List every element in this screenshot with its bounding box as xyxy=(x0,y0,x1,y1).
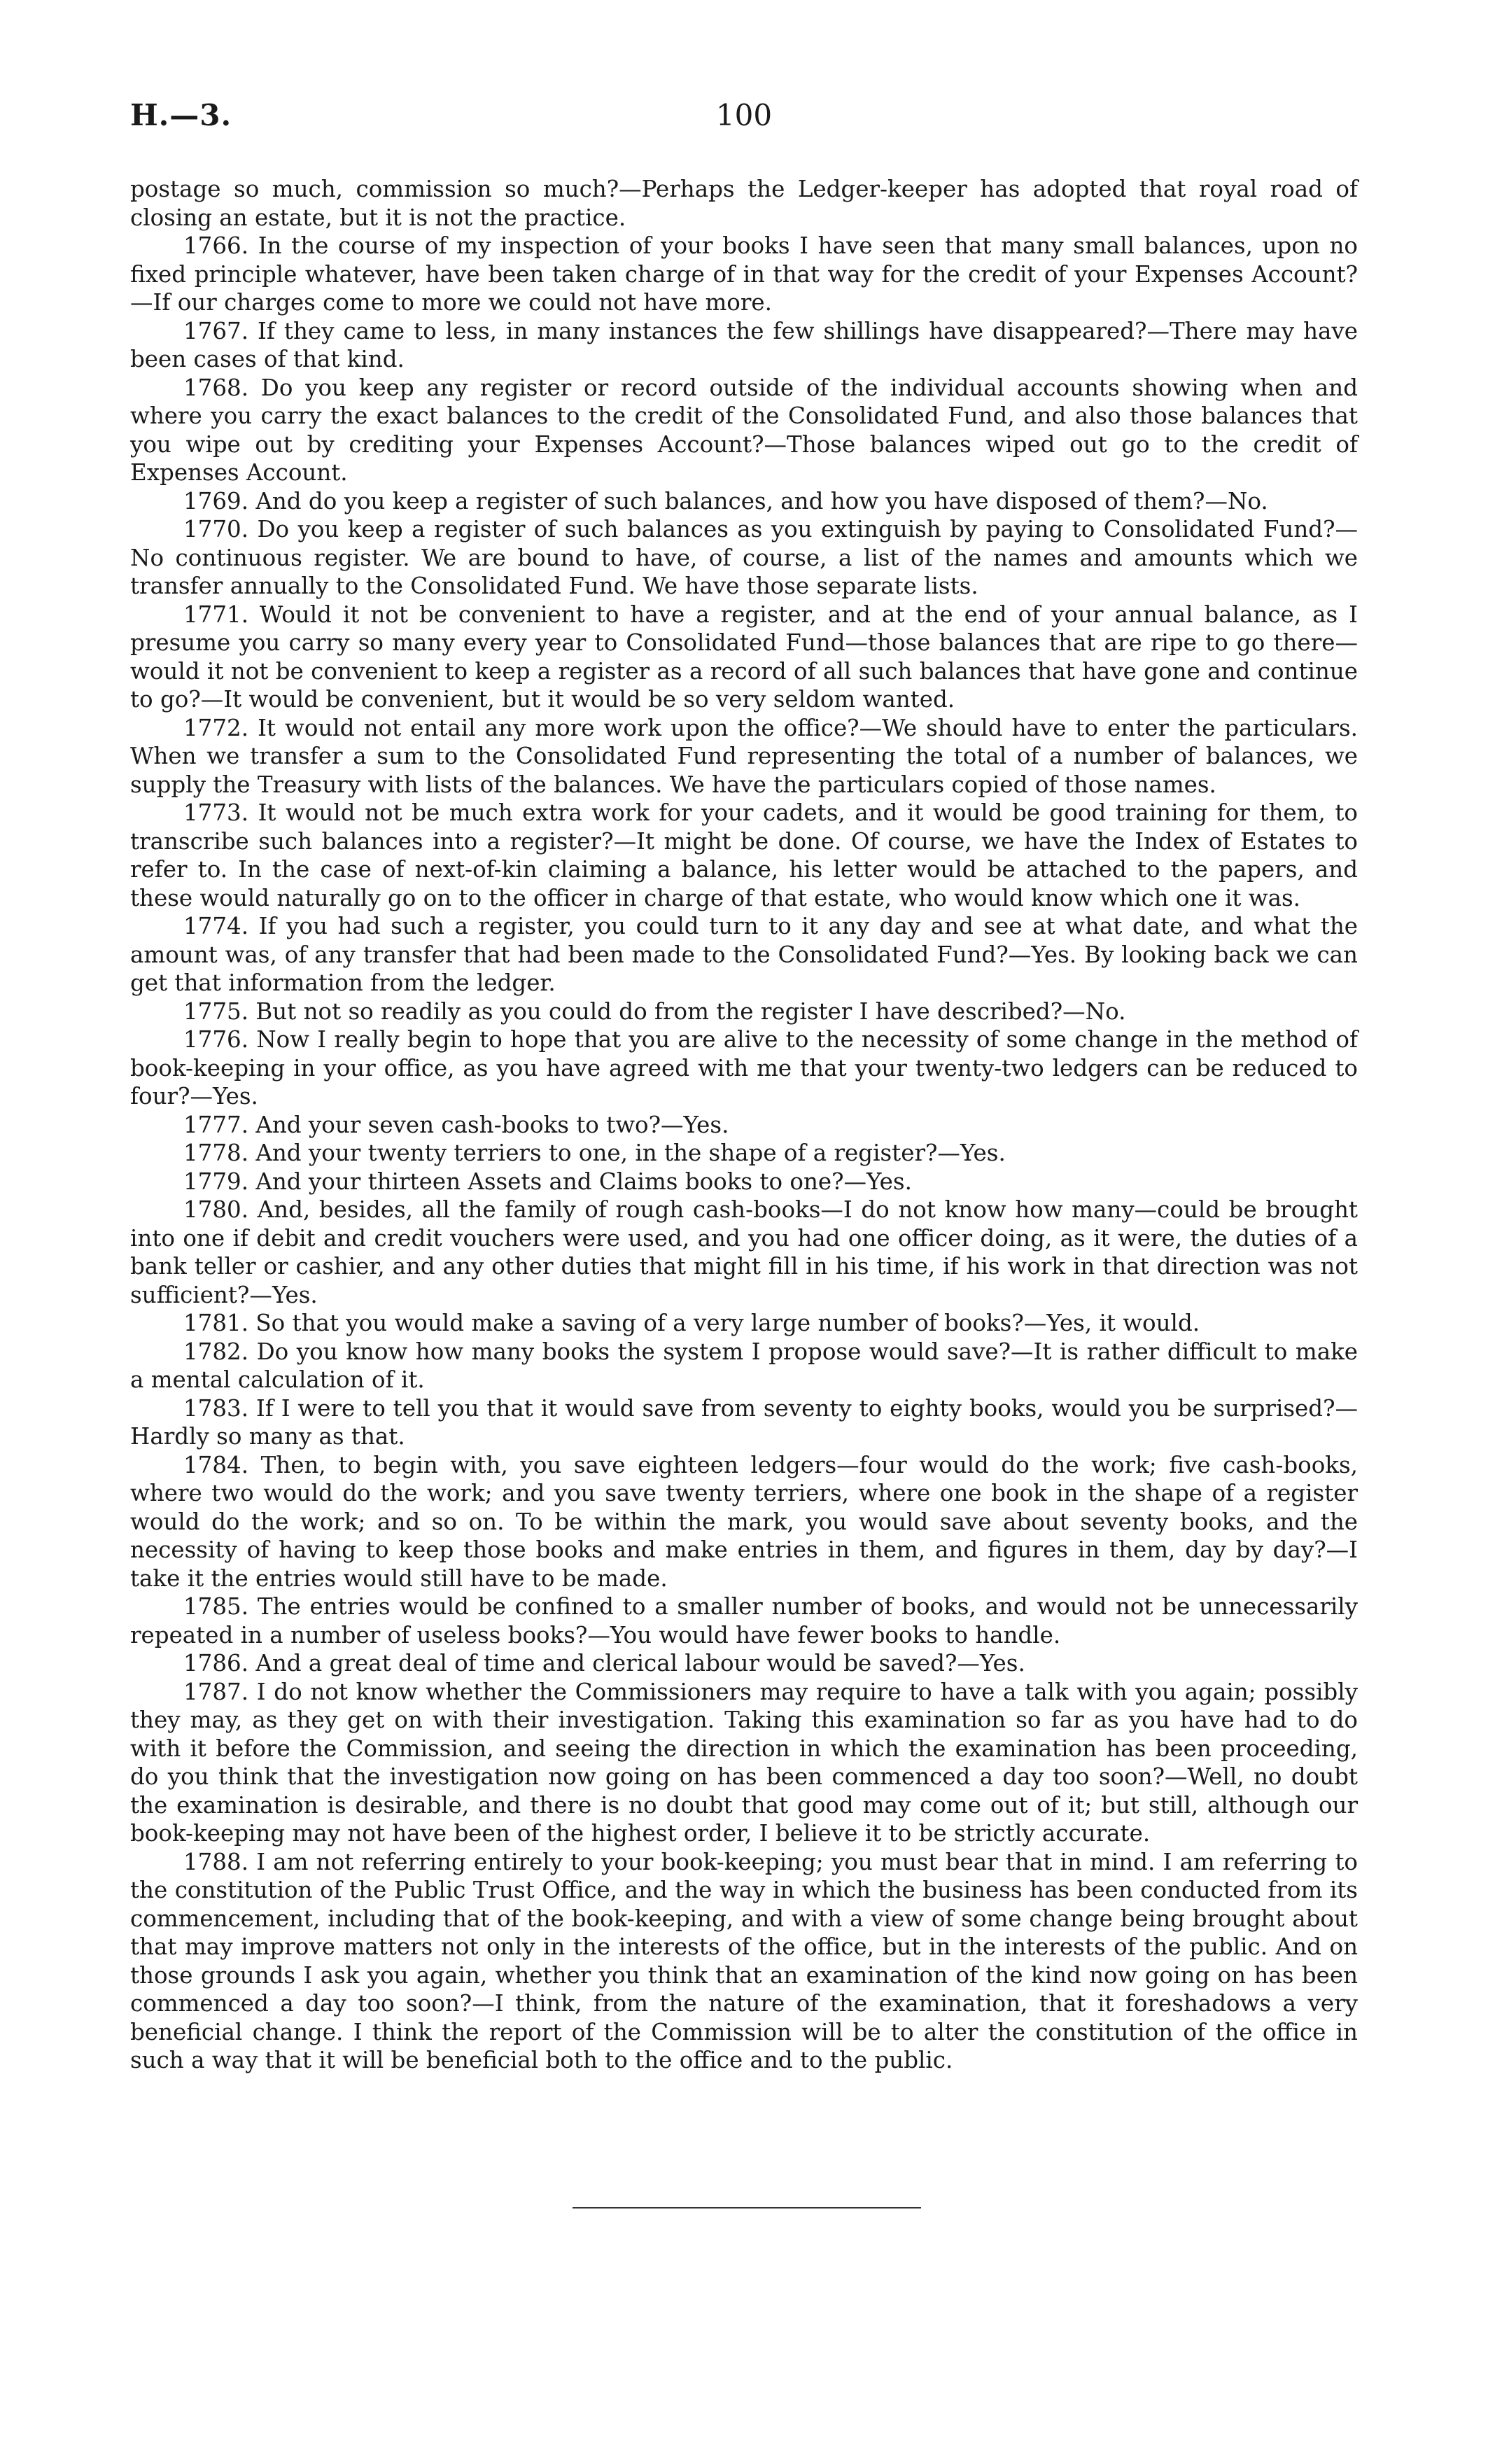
page-header xyxy=(130,98,1358,147)
paragraph-1775: 1775. But not so readily as you could do from the register I have described?—No. xyxy=(183,997,1126,1025)
paragraph-1786: 1786. And a great deal of time and clerical labour would be saved?—Yes. xyxy=(183,1650,1025,1676)
paragraph-1772: 1772. It would not entail any more work upon the office?—We should have to enter the particulars. When we transfer a sum to the Consolidated Fund representing the total of a number of balances, we supply the Treasury with lists of the balances. We have the particulars copied of those names. xyxy=(130,714,1358,798)
paragraph-1768: 1768. Do you keep any register or record outside of the individual accounts showing when and where you carry the exact balances to the credit of the Consolidated Fund, and also those balances that you wipe out by crediting your Expenses Account?—Those balances wiped out go to the credit of Expenses Account. xyxy=(130,374,1358,486)
end-rule xyxy=(573,2207,921,2208)
page-number: 100 xyxy=(715,98,773,132)
paragraph-1770: 1770. Do you keep a register of such balances as you extinguish by paying to Consolidated Fund?—No continuous register. We are bound to have, of course, a list of the names and amounts which we transfer annually to the Consolidated Fund. We have those separate lists. xyxy=(130,516,1358,599)
paragraph-1773: 1773. It would not be much extra work for your cadets, and it would be good training for them, to transcribe such balances into a register?—It might be done. Of course, we have the Index of Estates to refer to. In the case of next-of-kin claiming a balance, his letter would be attached to the papers, and these would naturally go on to the officer in charge of that estate, who would know which one it was. xyxy=(130,799,1358,911)
paragraph-1774: 1774. If you had such a register, you could turn to it any day and see at what date, and what the amount was, of any transfer that had been made to the Consolidated Fund?—Yes. By looking back we can get that information from the ledger. xyxy=(130,913,1358,996)
paragraph-1777: 1777. And your seven cash-books to two?—Yes. xyxy=(183,1111,729,1138)
paragraph-1778: 1778. And your twenty terriers to one, in the shape of a register?—Yes. xyxy=(183,1140,1006,1166)
paragraph-1781: 1781. So that you would make a saving of a very large number of books?—Yes, it would. xyxy=(183,1310,1200,1336)
paragraph-1787: 1787. I do not know whether the Commissioners may require to have a talk with you again; possibly they may, as they get on with their investigation. Taking this examination so far as you have had to do with it before the Commission, and seeing the direction in which the examination has been proceeding, do you think that the investigation now going on has been commenced a day too soon?—Well, no doubt the examination is desirable, and there is no doubt that good may come out of it; but still, although our book-keeping may not have been of the highest order, I believe it to be strictly accurate. xyxy=(130,1678,1358,1847)
paragraph-1784: 1784. Then, to begin with, you save eighteen ledgers—four would do the work; five cash-books, where two would do the work; and you save twenty terriers, where one book in the shape of a register would do the work; and so on. To be within the mark, you would save about seventy books, and the necessity of having to keep those books and make entries in them, and figures in them, day by day?—I take it the entries would still have to be made. xyxy=(130,1451,1358,1592)
paragraph-1780: 1780. And, besides, all the family of rough cash-books—I do not know how many—could be brought into one if debit and credit vouchers were used, and you had one officer doing, as it were, the duties of a bank teller or cashier, and any other duties that might fill in his time, if his work in that direction was not sufficient?—Yes. xyxy=(130,1196,1358,1308)
paragraph-1779: 1779. And your thirteen Assets and Claims books to one?—Yes. xyxy=(183,1168,912,1195)
paragraph-1785: 1785. The entries would be confined to a smaller number of books, and would not be unnecessarily repeated in a number of useless books?—You would have fewer books to handle. xyxy=(130,1593,1358,1648)
document-body xyxy=(130,175,1358,2075)
paragraph-1767: 1767. If they came to less, in many instances the few shillings have disappeared?—There may have been cases of that kind. xyxy=(130,317,1358,372)
paragraph-1776: 1776. Now I really begin to hope that you are alive to the necessity of some change in the method of book-keeping in your office, as you have agreed with me that your twenty-two ledgers can be reduced to four?—Yes. xyxy=(130,1026,1358,1110)
paragraph-1771: 1771. Would it not be convenient to have a register, and at the end of your annual balance, as I presume you carry so many every year to Consolidated Fund—those balances that are ripe to go there—would it not be convenient to keep a register as a record of all such balances that have gone and continue to go?—It would be convenient, but it would be so very seldom wanted. xyxy=(130,601,1358,713)
document-reference: H.—3. xyxy=(130,98,232,132)
paragraph-1783: 1783. If I were to tell you that it would save from seventy to eighty books, would you be surprised?—Hardly so many as that. xyxy=(130,1394,1358,1450)
paragraph-1766: 1766. In the course of my inspection of your books I have seen that many small balances, upon no fixed principle whatever, have been taken charge of in that way for the credit of your Expenses Account?—If our charges come to more we could not have more. xyxy=(130,232,1358,316)
paragraph-1769: 1769. And do you keep a register of such balances, and how you have disposed of them?—No. xyxy=(183,487,1268,514)
paragraph-1788: 1788. I am not referring entirely to your book-keeping; you must bear that in mind. I am referring to the constitution of the Public Trust Office, and the way in which the business has been conducted from its commencement, including that of the book-keeping, and with a view of some change being brought about that may improve matters not only in the interests of the office, but in the interests of the public. And on those grounds I ask you again, whether you think that an examination of the kind now going on has been commenced a day too soon?—I think, from the nature of the examination, that it foreshadows a very beneficial change. I think the report of the Commission will be to alter the constitution of the office in such a way that it will be beneficial both to the office and to the public. xyxy=(130,1848,1358,2073)
paragraph-1782: 1782. Do you know how many books the system I propose would save?—It is rather difficult to make a mental calculation of it. xyxy=(130,1338,1358,1393)
paragraph-continuation: postage so much, commission so much?—Perhaps the Ledger-keeper has adopted that royal road of closing an estate, but it is not the practice. xyxy=(130,176,1358,231)
